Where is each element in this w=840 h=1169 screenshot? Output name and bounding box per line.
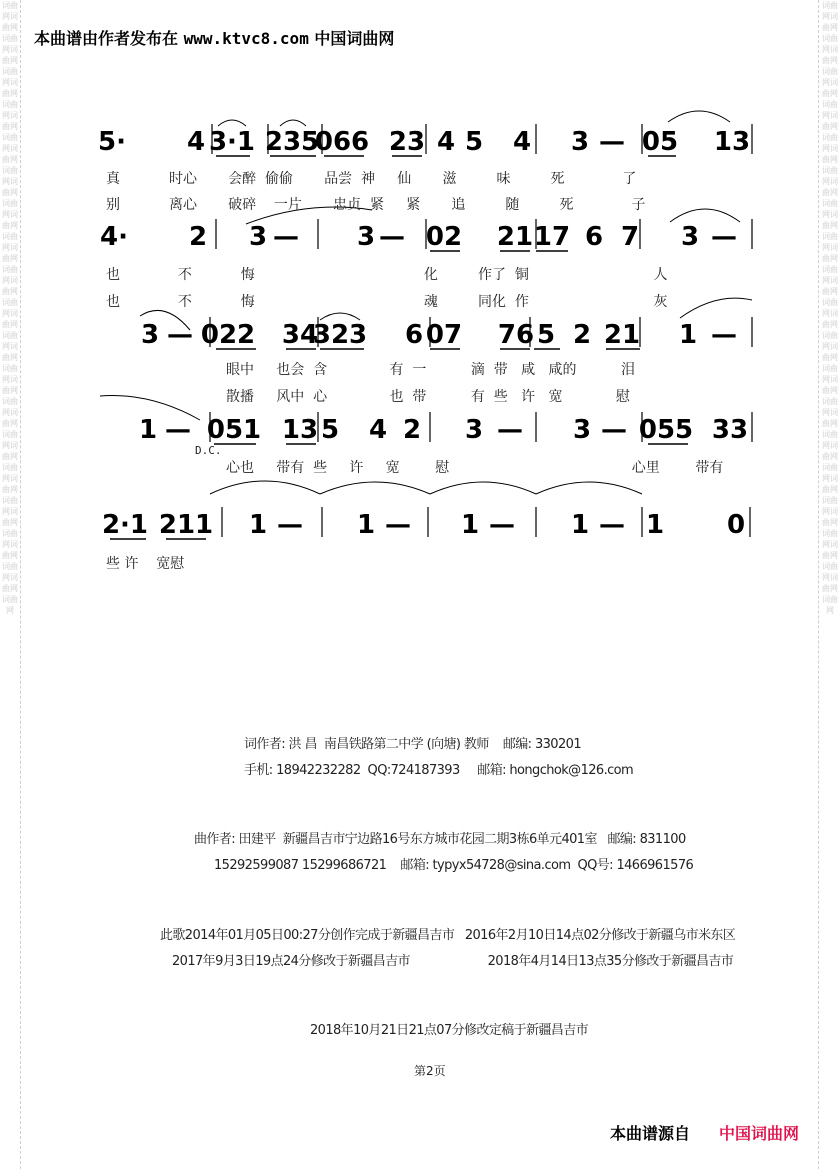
lyricist-info: 词作者: 洪 昌 南昌铁路第二中学 (向塘) 教师 邮编: 330201: [244, 737, 581, 752]
score-note: 4: [368, 415, 388, 445]
score-note: 1: [678, 320, 698, 350]
score-note: 76: [497, 320, 535, 350]
header-url[interactable]: www.ktvc8.com: [183, 29, 309, 48]
score-note: 1: [356, 510, 376, 540]
slur: [280, 120, 306, 126]
left-watermark: 词曲网词曲网词曲网词曲网词曲网词曲网词曲网词曲网词曲网词曲网词曲网词曲网词曲网词曲网词曲网词曲网词曲网词曲网词曲网词曲网词曲网词曲网词曲网词曲网词曲网词曲网词曲网词曲网词曲网词曲网词曲网词曲网词曲网词曲网词曲网词曲网词曲网: [2, 1, 18, 615]
slur: [668, 111, 730, 122]
score-note: —: [489, 510, 515, 540]
score-note: 5: [320, 415, 340, 445]
score-note: 07: [425, 320, 463, 350]
page-number: 第2页: [414, 1064, 446, 1078]
score-note: 4: [436, 127, 456, 157]
score-note: —: [711, 320, 737, 350]
lyrics-row-4-verse-1: 心也 带有 些 许 宽 慰 心里 带有: [226, 460, 724, 476]
score-note: 5: [464, 127, 484, 157]
slur: [680, 298, 752, 318]
score-note: 2: [572, 320, 592, 350]
score-note: 0: [726, 510, 746, 540]
score-note: 4·: [100, 222, 128, 252]
score-note: —: [379, 222, 405, 252]
header-prefix: 本曲谱由作者发布在: [34, 29, 179, 48]
lyrics-row-5-verse-1: 些 许 宽慰: [106, 556, 185, 572]
lyrics-row-3-verse-2: 散播 风中 心 也 带 有 些 许 宽 慰: [226, 389, 630, 405]
score-note: 2·1: [101, 510, 149, 540]
score-note: 13: [281, 415, 319, 445]
footer-label: 本曲谱源自: [610, 1124, 691, 1143]
score-note: 1: [460, 510, 480, 540]
score-note: 13: [713, 127, 751, 157]
lyrics-row-3-verse-1: 眼中 也会 含 有 一 滴 带 咸 咸的 泪: [226, 362, 635, 378]
composer-contact: 15292599087 15299686721 邮箱: typyx54728@sina.com QQ号: 1466961576: [214, 858, 694, 873]
score-note: 4: [186, 127, 206, 157]
score-note: 3: [570, 127, 590, 157]
lyrics-row-1-verse-2: 别 离心 破碎 一片 忠贞 紧 紧 追 随 死 子: [106, 197, 646, 213]
score-note: 34: [281, 320, 319, 350]
score-note: 6: [584, 222, 604, 252]
score-note: 3·1: [208, 127, 256, 157]
score-note: 1: [570, 510, 590, 540]
score-note: 2: [188, 222, 208, 252]
score-note: —: [385, 510, 411, 540]
score-note: —: [167, 320, 193, 350]
score-note: —: [601, 415, 627, 445]
score-note: 3: [140, 320, 160, 350]
slur: [218, 120, 246, 126]
slur: [536, 482, 642, 494]
score-note: 4: [512, 127, 532, 157]
dc-marker: D.C.: [195, 444, 222, 457]
score-note: 21: [496, 222, 534, 252]
score-note: —: [711, 222, 737, 252]
score-note: 21: [603, 320, 641, 350]
score-note: 05: [641, 127, 679, 157]
right-watermark: 词曲网词曲网词曲网词曲网词曲网词曲网词曲网词曲网词曲网词曲网词曲网词曲网词曲网词曲网词曲网词曲网词曲网词曲网词曲网词曲网词曲网词曲网词曲网词曲网词曲网词曲网词曲网词曲网词曲网词曲网词曲网词曲网词曲网词曲网词曲网词曲网词曲网: [822, 1, 838, 615]
slur: [430, 482, 536, 494]
score-note: —: [165, 415, 191, 445]
slur: [320, 482, 430, 494]
history-line-1: 此歌2014年01月05日00:27分创作完成于新疆昌吉市 2016年2月10日14点02分修改于新疆乌市米东区: [160, 928, 736, 943]
lyrics-row-2-verse-1: 也 不 悔 化 作了 铜 人: [106, 267, 668, 283]
history-line-2: 2017年9月3日19点24分修改于新疆昌吉市 2018年4月14日13点35分修改于新疆昌吉市: [172, 954, 734, 969]
lyricist-contact: 手机: 18942232282 QQ:724187393 邮箱: hongchok@126.com: [244, 763, 634, 778]
slur: [320, 313, 360, 320]
score-note: 5·: [98, 127, 126, 157]
score-note: —: [599, 127, 625, 157]
score-note: 6: [404, 320, 424, 350]
score-note: 23: [388, 127, 426, 157]
lyrics-row-2-verse-2: 也 不 悔 魂 同化 作 灰: [106, 294, 668, 310]
score-note: —: [273, 222, 299, 252]
composer-info: 曲作者: 田建平 新疆昌吉市宁边路16号东方城市花园二期3栋6单元401室 邮编: 831100: [194, 832, 686, 847]
slur: [670, 209, 740, 222]
score-note: 235: [264, 127, 320, 157]
score-note: 33: [711, 415, 749, 445]
score-note: 211: [158, 510, 214, 540]
score-note: 3: [572, 415, 592, 445]
header-site: 中国词曲网: [314, 29, 395, 48]
footer-site-link[interactable]: 中国词曲网: [719, 1124, 800, 1143]
score-note: 5: [536, 320, 556, 350]
score-note: 2: [402, 415, 422, 445]
score-note: 1: [138, 415, 158, 445]
score-note: 17: [533, 222, 571, 252]
lyrics-row-1-verse-1: 真 时心 会醉 偷偷 品尝 神 仙 滋 味 死 了: [106, 171, 637, 187]
score-note: 02: [425, 222, 463, 252]
score-note: —: [497, 415, 523, 445]
score-note: 022: [200, 320, 256, 350]
score-note: 323: [312, 320, 368, 350]
slur: [210, 481, 320, 494]
history-line-3: 2018年10月21日21点07分修改定稿于新疆昌吉市: [310, 1023, 589, 1038]
score-note: 055: [638, 415, 694, 445]
score-note: 066: [314, 127, 370, 157]
score-note: 3: [464, 415, 484, 445]
score-note: 051: [206, 415, 262, 445]
score-note: 1: [248, 510, 268, 540]
score-note: 3: [680, 222, 700, 252]
score-note: 7: [620, 222, 640, 252]
score-note: 3: [248, 222, 268, 252]
score-note: —: [277, 510, 303, 540]
score-note: —: [599, 510, 625, 540]
score-note: 1: [645, 510, 665, 540]
score-note: 3: [356, 222, 376, 252]
